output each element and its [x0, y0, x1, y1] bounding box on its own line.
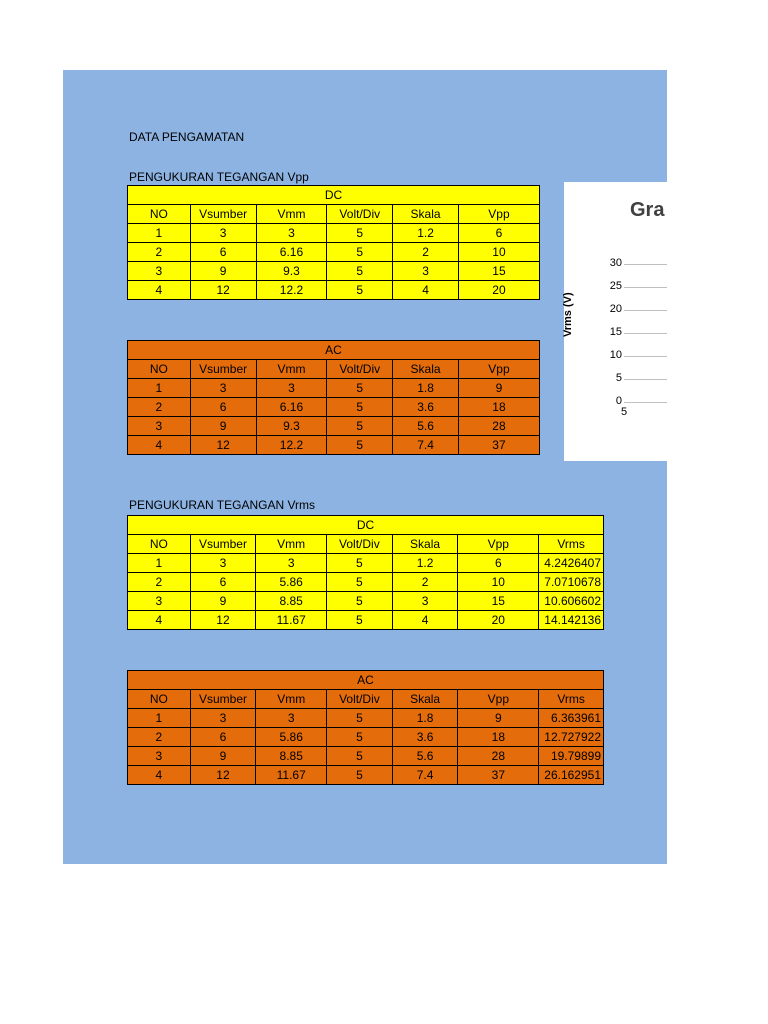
table-cell[interactable]: 2	[128, 243, 191, 262]
chart-gridline	[624, 402, 667, 403]
table-cell[interactable]: 37	[458, 436, 539, 455]
table-cell[interactable]: 3	[190, 379, 256, 398]
header-row	[128, 360, 540, 379]
table-cell[interactable]: 18	[458, 728, 539, 747]
column-header: Vpp	[458, 205, 539, 224]
table-cell[interactable]: 11.67	[256, 766, 327, 785]
table-cell[interactable]: 1.8	[392, 709, 458, 728]
table-cell[interactable]: 3	[256, 224, 327, 243]
table-cell[interactable]: 3	[256, 709, 327, 728]
table-cell[interactable]: 1.2	[392, 554, 458, 573]
table-cell[interactable]: 4	[128, 281, 191, 300]
table-cell[interactable]: 2	[128, 728, 191, 747]
chart-y-axis-label: Vrms (V)	[562, 292, 574, 337]
table-cell[interactable]: 3	[190, 224, 256, 243]
chart-gridline	[624, 264, 667, 265]
table-cell[interactable]: 6	[190, 573, 256, 592]
table-cell[interactable]: 9.3	[256, 417, 327, 436]
table-title: AC	[128, 671, 604, 690]
table-cell[interactable]: 4	[128, 611, 191, 630]
table-cell[interactable]: 5	[327, 417, 393, 436]
chart-gridline	[624, 310, 667, 311]
column-header: Vsumber	[190, 360, 256, 379]
table-row	[128, 243, 540, 262]
table-cell[interactable]: 1	[128, 224, 191, 243]
table-cell[interactable]: 9	[190, 747, 256, 766]
table-cell[interactable]: 15	[458, 592, 539, 611]
table-cell[interactable]: 12	[190, 281, 256, 300]
table-cell[interactable]: 5	[327, 436, 393, 455]
table-cell[interactable]: 7.4	[393, 436, 459, 455]
table-cell[interactable]: 1	[128, 554, 191, 573]
table-cell[interactable]: 3	[128, 417, 191, 436]
column-header: Vpp	[458, 690, 539, 709]
table-cell[interactable]: 4	[392, 611, 458, 630]
column-header: Volt/Div	[327, 535, 393, 554]
table-cell[interactable]: 7.0710678	[539, 573, 604, 592]
table-cell[interactable]: 5	[327, 728, 393, 747]
table-cell[interactable]: 4	[128, 436, 191, 455]
table-cell[interactable]: 5.6	[392, 747, 458, 766]
table-cell[interactable]: 1	[128, 379, 191, 398]
table-cell[interactable]: 4.2426407	[539, 554, 604, 573]
table-row	[128, 379, 540, 398]
chart-y-tick-label: 15	[609, 326, 622, 338]
table-row	[128, 747, 604, 766]
table-cell[interactable]: 3.6	[392, 728, 458, 747]
table-row	[128, 728, 604, 747]
vpp-dc-table	[127, 185, 540, 300]
table-cell[interactable]: 1.8	[393, 379, 459, 398]
chart-gridline	[624, 379, 667, 380]
table-cell[interactable]: 4	[128, 766, 191, 785]
column-header: NO	[128, 690, 191, 709]
page-title: DATA PENGAMATAN	[129, 130, 245, 144]
table-cell[interactable]: 5	[327, 554, 393, 573]
table-title: DC	[128, 186, 540, 205]
table-cell[interactable]: 3	[128, 747, 191, 766]
vrms-dc-table	[127, 515, 604, 630]
header-row	[128, 205, 540, 224]
column-header: Vsumber	[190, 535, 256, 554]
table-cell[interactable]: 5	[327, 281, 393, 300]
table-cell[interactable]: 3	[190, 554, 256, 573]
table-cell[interactable]: 12	[190, 766, 256, 785]
chart-y-tick-label: 5	[615, 372, 622, 384]
chart-y-tick-label: 0	[615, 395, 622, 407]
table-cell[interactable]: 9	[190, 592, 256, 611]
table-cell[interactable]: 3	[128, 262, 191, 281]
chart-y-tick-label: 20	[609, 303, 622, 315]
table-cell[interactable]: 9	[458, 379, 539, 398]
table-cell[interactable]: 5.86	[256, 728, 327, 747]
table-cell[interactable]: 12	[190, 436, 256, 455]
table-cell[interactable]: 14.142136	[539, 611, 604, 630]
chart-gridline	[624, 333, 667, 334]
chart-gridline	[624, 356, 667, 357]
table-cell[interactable]: 5	[327, 747, 393, 766]
column-header: Vmm	[256, 690, 327, 709]
chart-gridline	[624, 287, 667, 288]
table-cell[interactable]: 5	[327, 766, 393, 785]
table-cell[interactable]: 6	[190, 398, 256, 417]
table-title: DC	[128, 516, 604, 535]
table-cell[interactable]: 5	[327, 709, 393, 728]
vrms-heading: PENGUKURAN TEGANGAN Vrms	[129, 498, 316, 512]
column-header: Vmm	[256, 535, 327, 554]
table-row	[128, 224, 540, 243]
table-cell[interactable]: 12.727922	[539, 728, 604, 747]
table-cell[interactable]: 12.2	[256, 281, 327, 300]
table-cell[interactable]: 10	[458, 243, 539, 262]
column-header: Volt/Div	[327, 205, 393, 224]
table-cell[interactable]: 12	[190, 611, 256, 630]
table-cell[interactable]: 19.79899	[539, 747, 604, 766]
table-cell[interactable]: 5	[327, 611, 393, 630]
spreadsheet-area	[63, 70, 667, 864]
table-cell[interactable]: 3	[392, 592, 458, 611]
table-cell[interactable]: 6	[458, 224, 539, 243]
table-cell[interactable]: 5	[327, 379, 393, 398]
column-header: Vsumber	[190, 205, 256, 224]
table-cell[interactable]: 2	[392, 573, 458, 592]
table-row	[128, 709, 604, 728]
table-cell[interactable]: 5	[327, 398, 393, 417]
table-row	[128, 436, 540, 455]
table-row	[128, 417, 540, 436]
column-header: Skala	[393, 360, 459, 379]
table-cell[interactable]: 5	[327, 224, 393, 243]
table-cell[interactable]: 6	[458, 554, 539, 573]
column-header: NO	[128, 360, 191, 379]
table-cell[interactable]: 9	[458, 709, 539, 728]
table-row	[128, 398, 540, 417]
table-cell[interactable]: 3	[256, 554, 327, 573]
table-cell[interactable]: 6	[190, 728, 256, 747]
table-row	[128, 611, 604, 630]
column-header: Vsumber	[190, 690, 256, 709]
table-cell[interactable]: 6.16	[256, 398, 327, 417]
table-cell[interactable]: 2	[393, 243, 459, 262]
table-cell[interactable]: 37	[458, 766, 539, 785]
table-cell[interactable]: 10	[458, 573, 539, 592]
column-header: Vrms	[539, 535, 604, 554]
column-header: Vmm	[256, 205, 327, 224]
table-cell[interactable]: 3	[190, 709, 256, 728]
header-row	[128, 535, 604, 554]
chart-x-tick-label: 5	[621, 406, 628, 418]
column-header: Vpp	[458, 360, 539, 379]
vpp-ac-table	[127, 340, 540, 455]
table-cell[interactable]: 7.4	[392, 766, 458, 785]
table-cell[interactable]: 3.6	[393, 398, 459, 417]
table-cell[interactable]: 6.363961	[539, 709, 604, 728]
table-cell[interactable]: 1.2	[393, 224, 459, 243]
table-cell[interactable]: 9	[190, 262, 256, 281]
column-header: Volt/Div	[327, 690, 393, 709]
table-cell[interactable]: 9.3	[256, 262, 327, 281]
column-header: Skala	[392, 690, 458, 709]
table-cell[interactable]: 28	[458, 417, 539, 436]
table-cell[interactable]: 15	[458, 262, 539, 281]
table-cell[interactable]: 20	[458, 281, 539, 300]
chart-y-tick-label: 30	[609, 257, 622, 269]
table-row	[128, 573, 604, 592]
vpp-heading: PENGUKURAN TEGANGAN Vpp	[129, 170, 309, 184]
table-cell[interactable]: 12.2	[256, 436, 327, 455]
table-row	[128, 281, 540, 300]
table-cell[interactable]: 20	[458, 611, 539, 630]
column-header: Vmm	[256, 360, 327, 379]
chart-y-tick-label: 25	[609, 280, 622, 292]
table-cell[interactable]: 11.67	[256, 611, 327, 630]
table-cell[interactable]: 26.162951	[539, 766, 604, 785]
table-cell[interactable]: 5.6	[393, 417, 459, 436]
table-row	[128, 554, 604, 573]
table-cell[interactable]: 3	[128, 592, 191, 611]
column-header: Vrms	[539, 690, 604, 709]
table-cell[interactable]: 10.606602	[539, 592, 604, 611]
table-cell[interactable]: 2	[128, 398, 191, 417]
table-cell[interactable]: 8.85	[256, 592, 327, 611]
column-header: NO	[128, 535, 191, 554]
table-cell[interactable]: 6	[190, 243, 256, 262]
column-header: Skala	[393, 205, 459, 224]
header-row	[128, 690, 604, 709]
table-cell[interactable]: 5.86	[256, 573, 327, 592]
table-cell[interactable]: 5	[327, 243, 393, 262]
table-cell[interactable]: 5	[327, 262, 393, 281]
table-cell[interactable]: 4	[393, 281, 459, 300]
table-cell[interactable]: 18	[458, 398, 539, 417]
vrms-ac-table	[127, 670, 604, 785]
table-cell[interactable]: 3	[393, 262, 459, 281]
table-cell[interactable]: 3	[256, 379, 327, 398]
table-cell[interactable]: 9	[190, 417, 256, 436]
table-row	[128, 262, 540, 281]
table-cell[interactable]: 8.85	[256, 747, 327, 766]
table-cell[interactable]: 28	[458, 747, 539, 766]
table-cell[interactable]: 6.16	[256, 243, 327, 262]
column-header: Skala	[392, 535, 458, 554]
table-row	[128, 766, 604, 785]
column-header: NO	[128, 205, 191, 224]
chart-panel[interactable]	[564, 182, 667, 461]
table-cell[interactable]: 5	[327, 592, 393, 611]
table-title: AC	[128, 341, 540, 360]
column-header: Vpp	[458, 535, 539, 554]
table-cell[interactable]: 5	[327, 573, 393, 592]
chart-title: Gra	[630, 199, 665, 221]
column-header: Volt/Div	[327, 360, 393, 379]
table-row	[128, 592, 604, 611]
chart-y-tick-label: 10	[609, 349, 622, 361]
table-cell[interactable]: 1	[128, 709, 191, 728]
table-cell[interactable]: 2	[128, 573, 191, 592]
